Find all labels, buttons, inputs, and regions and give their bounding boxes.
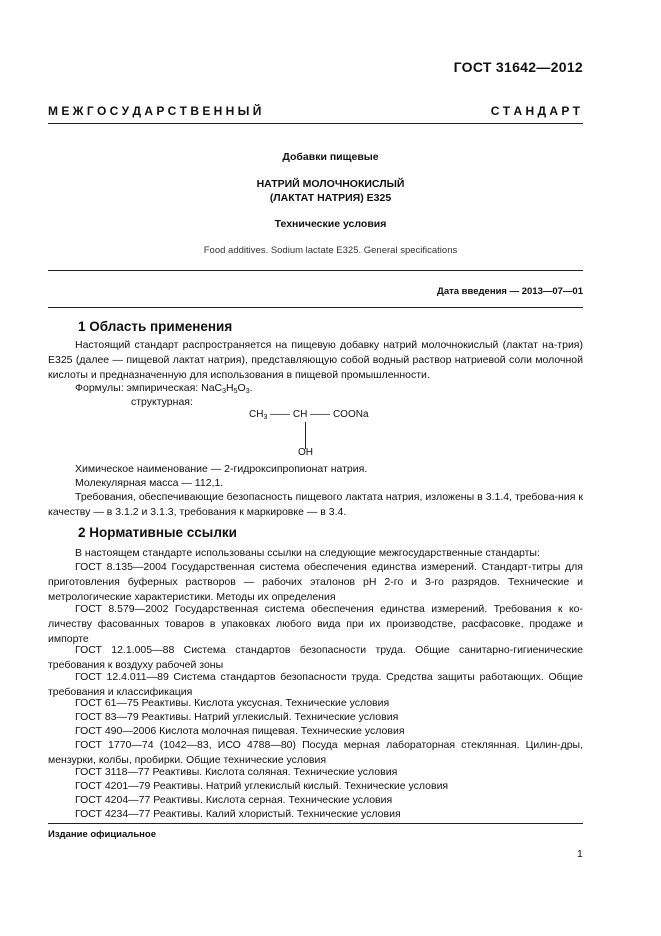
reference-item: ГОСТ 490—2006 Кислота молочная пищевая. Технические условия (75, 725, 405, 737)
main-title-line1: НАТРИЙ МОЛОЧНОКИСЛЫЙ (256, 178, 405, 190)
interstate-word: М Е Ж Г О С У Д А Р С Т В Е Н Н Ы Й (48, 104, 262, 118)
date-rule (48, 307, 583, 308)
subtitle: Технические условия (274, 218, 387, 230)
structural-formula-top: $CH_3$ —— CH —— COONa (249, 409, 369, 421)
document-number: ГОСТ 31642—2012 (453, 59, 583, 75)
reference-item: ГОСТ 4234—77 Реактивы. Калий хлористый. Технические условия (75, 808, 401, 820)
english-title: Food additives. Sodium lactate E325. General specifications (203, 245, 458, 256)
reference-item: ГОСТ 1770—74 (1042—83, ИСО 4788—80) Посуда мерная лабораторная стеклянная. Цилин-дры, мензурки, колбы, пробирки. Общие технические условия (48, 739, 583, 766)
official-edition-label: Издание официальное (48, 829, 156, 840)
reference-item: ГОСТ 3118—77 Реактивы. Кислота соляная. Технические условия (75, 766, 398, 778)
footer-rule (48, 823, 583, 824)
reference-item: ГОСТ 8.579—2002 Государственная система обеспечения единства измерений. Требования к ко-личеству фасованных товаров в упаковках любого вида при их производстве, расфасовке, продаже и импорте (48, 603, 583, 645)
section1-heading: 1 Область применения (78, 319, 233, 334)
reference-item: ГОСТ 12.1.005—88 Система стандартов безопасности труда. Общие санитарно-гигиенические требования к воздуху рабочей зоны (48, 644, 583, 671)
main-title-line2: (ЛАКТАТ НАТРИЯ) Е325 (269, 192, 392, 204)
scope-paragraph: Настоящий стандарт распространяется на пищевую добавку натрий молочнокислый (лактат на-трия) Е325 (далее — пищевой лактат натрия), представляющую собой водный раствор натриевой соли молочной кислоты и предназначенную для использования в пищевой промышленности. (48, 339, 583, 381)
page-number: 1 (577, 848, 583, 860)
introduction-date: Дата введения — 2013—07—01 (437, 286, 583, 297)
structural-formula-oh: OH (298, 447, 313, 458)
subject-title: Добавки пищевые (282, 151, 379, 163)
safety-requirements: Требования, обеспечивающие безопасность пищевого лактата натрия, изложены в 3.1.4, требова-ния к качеству — в 3.1.2 и 3.1.3, требования к маркировке — в 3.4. (48, 491, 583, 518)
header-rule (48, 123, 583, 124)
title-rule (48, 270, 583, 271)
formula-label: Формулы: эмпирическая: (75, 382, 199, 394)
references-intro: В настоящем стандарте использованы ссылки на следующие межгосударственные стандарты: (75, 547, 540, 559)
interstate-standard-heading (48, 104, 580, 118)
reference-item: ГОСТ 83—79 Реактивы. Натрий углекислый. Технические условия (75, 711, 399, 723)
reference-item: ГОСТ 61—75 Реактивы. Кислота уксусная. Технические условия (75, 697, 390, 709)
empirical-formula: $NaC_3H_5O_3$. (201, 382, 253, 395)
chemical-name: Химическое наименование — 2-гидроксипропионат натрия. (75, 463, 368, 475)
reference-item: ГОСТ 4204—77 Реактивы. Кислота серная. Технические условия (75, 794, 393, 806)
formula-structural-label: структурная: (131, 396, 193, 408)
interstate-word: С Т А Н Д А Р Т (490, 104, 580, 118)
reference-item: ГОСТ 12.4.011—89 Система стандартов безопасности труда. Средства защиты работающих. Общие требования и классификация (48, 671, 583, 698)
bond-vertical-1 (305, 422, 306, 436)
molar-mass: Молекулярная масса — 112,1. (75, 477, 224, 489)
section2-heading: 2 Нормативные ссылки (78, 525, 237, 540)
reference-item: ГОСТ 4201—79 Реактивы. Натрий углекислый кислый. Технические условия (75, 780, 449, 792)
reference-item: ГОСТ 8.135—2004 Государственная система обеспечения единства измерений. Стандарт-титры для приготовления буферных растворов — рабочих эталонов pH 2-го и 3-го разрядов. Технические и метрологические характеристики. Методы их определения (48, 561, 583, 603)
